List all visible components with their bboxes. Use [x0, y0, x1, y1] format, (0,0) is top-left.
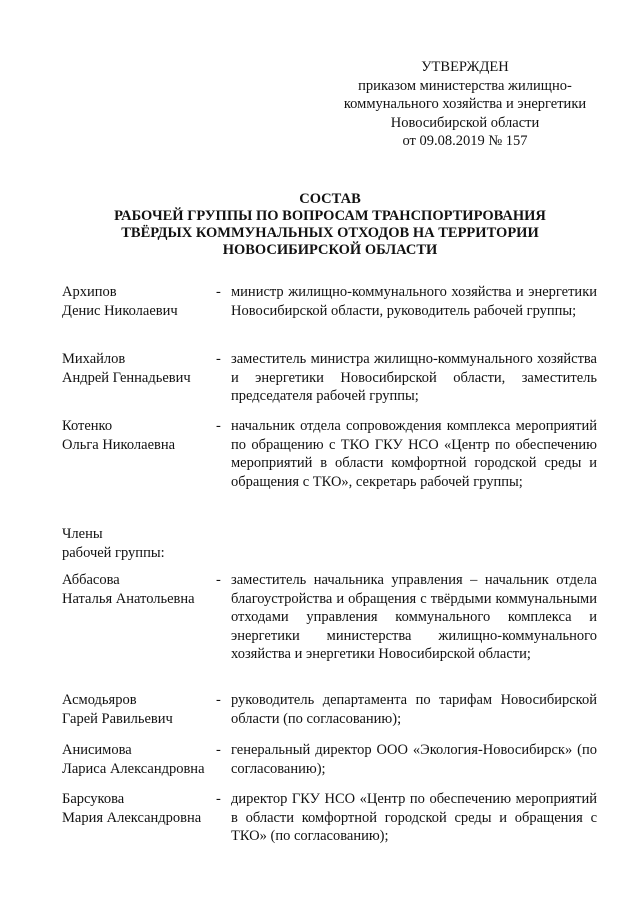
member-given-names: Наталья Анатольевна — [62, 590, 195, 607]
member-name — [62, 790, 222, 827]
dash-separator: - — [216, 284, 221, 300]
member-name — [62, 417, 222, 454]
member-surname: Котенко — [62, 418, 113, 434]
dash-separator: - — [216, 418, 221, 434]
member-given-names: Денис Николаевич — [62, 302, 178, 319]
member-role: руководитель департамента по тарифам Новосибирской области (по согласованию); — [231, 692, 597, 727]
approval-heading: УТВЕРЖДЕН — [421, 59, 509, 75]
title-line: СОСТАВ — [299, 191, 361, 207]
approval-date-line: от 09.08.2019 № 157 — [402, 133, 528, 149]
approval-line: приказом министерства жилищно- — [358, 77, 572, 94]
dash-separator: - — [216, 351, 221, 367]
member-role: министр жилищно-коммунального хозяйства и энергетики Новосибирской области, руководитель рабочей группы; — [231, 284, 597, 319]
member-role: заместитель министра жилищно-коммунального хозяйства и энергетики Новосибирской области, заместитель председателя рабочей группы; — [231, 351, 597, 404]
member-surname: Анисимова — [62, 742, 132, 758]
member-name — [62, 283, 222, 320]
title-line: РАБОЧЕЙ ГРУППЫ ПО ВОПРОСАМ ТРАНСПОРТИРОВАНИЯ — [114, 208, 546, 224]
approval-line: коммунального хозяйства и энергетики — [343, 96, 587, 112]
dash-separator: - — [216, 742, 221, 758]
member-surname: Асмодьяров — [62, 692, 137, 708]
member-given-names: Гарей Равильевич — [62, 710, 173, 727]
member-role: генеральный директор ООО «Экология-Новосибирск» (по согласованию); — [231, 742, 597, 777]
member-given-names: Мария Александровна — [62, 809, 202, 826]
member-role: заместитель начальника управления – начальник отдела благоустройства и обращения с твёрдыми коммунальными отходами управления коммунального комплекса и энергетики министерства жилищно-коммунального хозяйства и энергетики Новосибирской области; — [231, 572, 597, 662]
dash-separator: - — [216, 791, 221, 807]
member-name — [62, 350, 222, 387]
member-role: директор ГКУ НСО «Центр по обеспечению мероприятий в области комфортной городской среды и обращения с ТКО» (по согласованию); — [231, 791, 597, 844]
member-given-names: Лариса Александровна — [62, 760, 205, 777]
member-role: начальник отдела сопровождения комплекса мероприятий по обращению с ТКО ГКУ НСО «Центр по обеспечению мероприятий в области комфортной городской среды и обращения с ТКО», секретарь рабочей группы; — [231, 418, 597, 490]
member-given-names: Ольга Николаевна — [62, 436, 176, 453]
member-surname: Михайлов — [62, 351, 126, 367]
title-line: ТВЁРДЫХ КОММУНАЛЬНЫХ ОТХОДОВ НА ТЕРРИТОРИИ — [121, 225, 539, 241]
members-label-line: рабочей группы: — [62, 544, 165, 561]
member-name — [62, 741, 222, 778]
member-name — [62, 691, 222, 728]
member-surname: Архипов — [62, 284, 117, 300]
member-surname: Барсукова — [62, 791, 125, 807]
members-label-line: Члены — [62, 526, 103, 542]
members-label — [62, 525, 165, 562]
member-surname: Аббасова — [62, 572, 120, 588]
approval-stamp — [330, 58, 600, 151]
dash-separator: - — [216, 572, 221, 588]
member-given-names: Андрей Геннадьевич — [62, 369, 191, 386]
title-line: НОВОСИБИРСКОЙ ОБЛАСТИ — [222, 242, 438, 258]
dash-separator: - — [216, 692, 221, 708]
member-name — [62, 571, 222, 608]
approval-line: Новосибирской области — [390, 114, 540, 131]
document-title — [60, 191, 600, 259]
